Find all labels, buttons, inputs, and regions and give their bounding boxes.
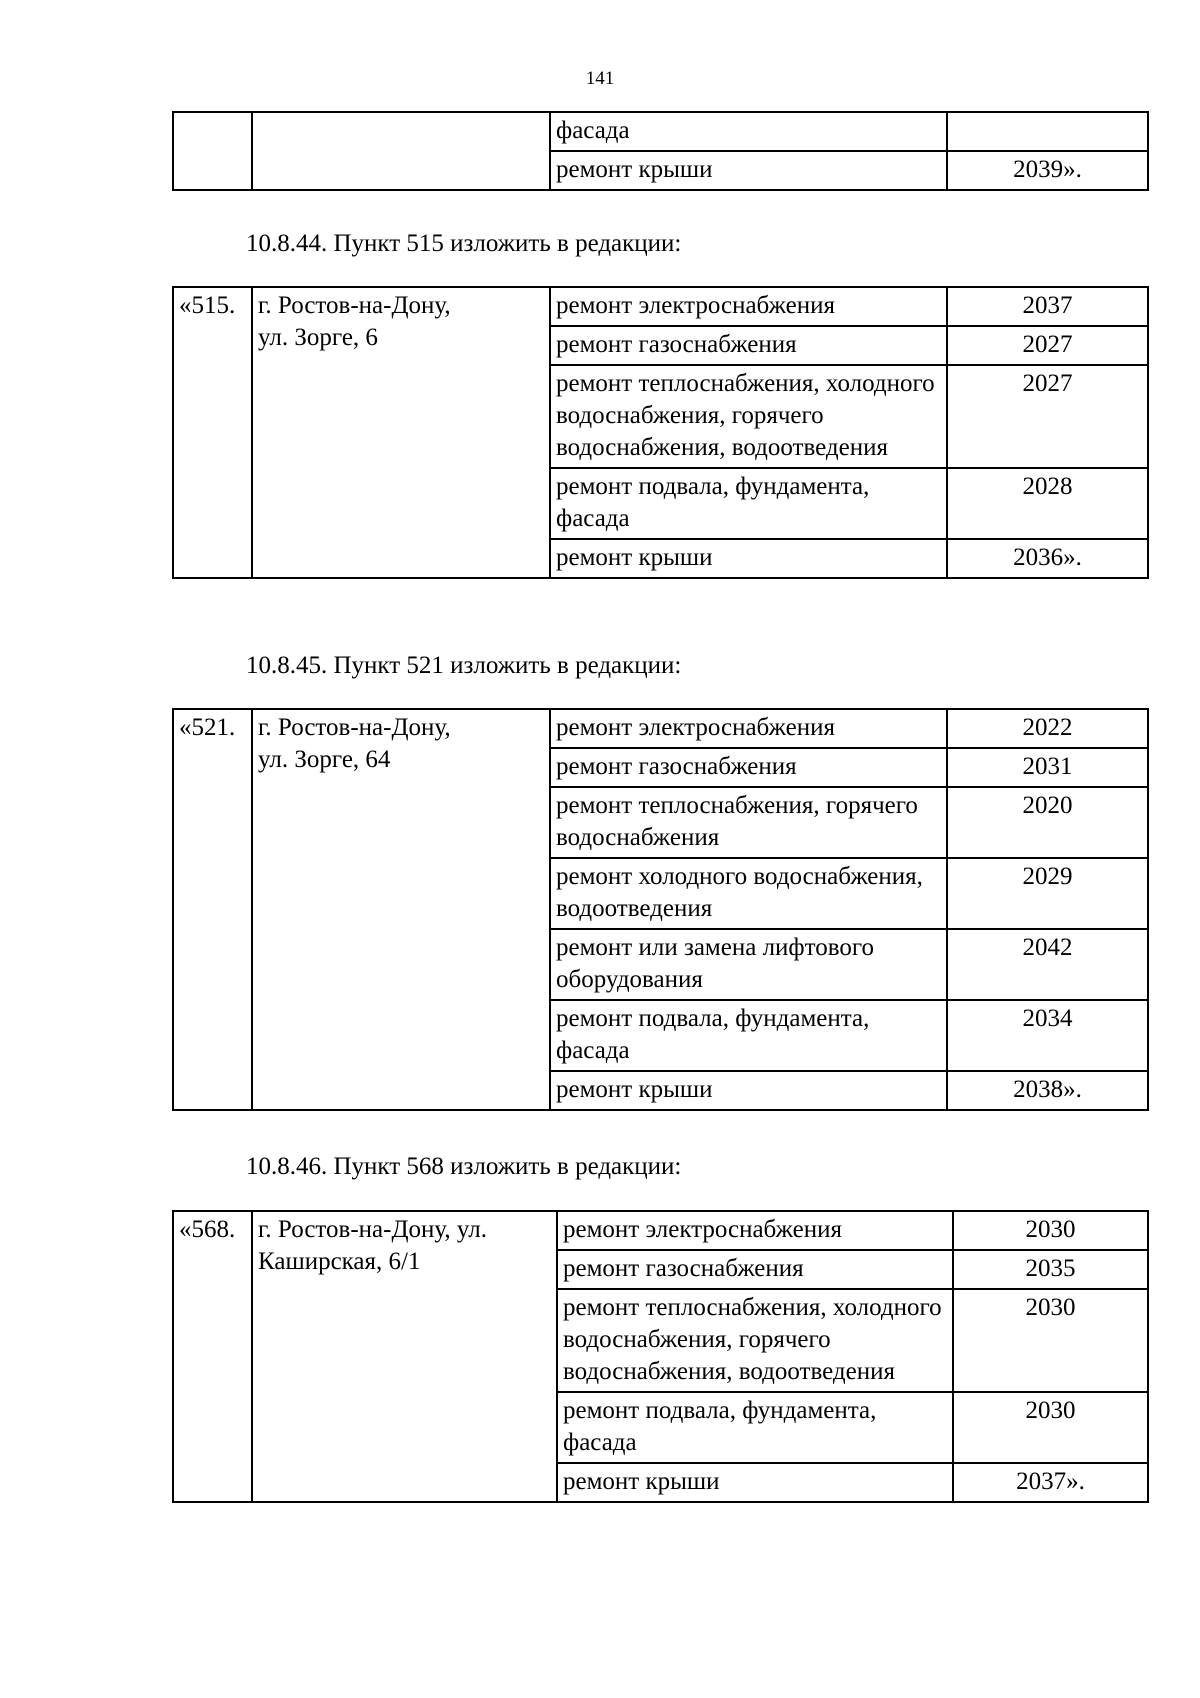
year-cell: 2029 [947, 858, 1148, 929]
work-type-cell: ремонт теплоснабжения, холодного водоснабжения, горячего водоснабжения, водоотведения [557, 1289, 953, 1392]
work-type-cell: ремонт крыши [550, 151, 947, 190]
year-cell: 2039». [947, 151, 1148, 190]
item-number-cell [173, 112, 252, 190]
work-type-cell: ремонт электроснабжения [550, 709, 947, 748]
year-cell: 2028 [947, 468, 1148, 539]
work-type-cell: ремонт газоснабжения [550, 326, 947, 365]
section-heading: 10.8.46. Пункт 568 изложить в редакции: [246, 1153, 682, 1180]
year-cell: 2037 [947, 287, 1148, 326]
year-cell: 2030 [953, 1211, 1148, 1250]
repair-schedule-table [172, 708, 1149, 1111]
year-cell: 2030 [953, 1392, 1148, 1463]
work-type-cell: ремонт электроснабжения [550, 287, 947, 326]
year-cell [947, 112, 1148, 151]
work-type-cell: ремонт теплоснабжения, холодного водоснабжения, горячего водоснабжения, водоотведения [550, 365, 947, 468]
table-row [173, 287, 1148, 326]
address-cell [252, 112, 550, 190]
work-type-cell: ремонт теплоснабжения, горячего водоснабжения [550, 787, 947, 858]
year-cell: 2027 [947, 365, 1148, 468]
page-number: 141 [585, 68, 615, 89]
work-type-cell: ремонт холодного водоснабжения, водоотведения [550, 858, 947, 929]
repair-schedule-table [172, 286, 1149, 579]
repair-schedule-table [172, 1210, 1149, 1503]
year-cell: 2035 [953, 1250, 1148, 1289]
work-type-cell: ремонт крыши [550, 1071, 947, 1110]
work-type-cell: фасада [550, 112, 947, 151]
table-row [173, 1211, 1148, 1250]
item-number-cell: «521. [173, 709, 252, 1110]
section-heading: 10.8.44. Пункт 515 изложить в редакции: [246, 230, 682, 257]
item-number-cell: «568. [173, 1211, 252, 1502]
year-cell: 2037». [953, 1463, 1148, 1502]
work-type-cell: ремонт электроснабжения [557, 1211, 953, 1250]
year-cell: 2042 [947, 929, 1148, 1000]
year-cell: 2027 [947, 326, 1148, 365]
table-row [173, 112, 1148, 151]
year-cell: 2036». [947, 539, 1148, 578]
work-type-cell: ремонт подвала, фундамента, фасада [557, 1392, 953, 1463]
year-cell: 2034 [947, 1000, 1148, 1071]
address-cell: г. Ростов-на-Дону, ул. Зорге, 64 [252, 709, 550, 1110]
work-type-cell: ремонт крыши [557, 1463, 953, 1502]
work-type-cell: ремонт подвала, фундамента, фасада [550, 1000, 947, 1071]
address-cell: г. Ростов-на-Дону, ул. Зорге, 6 [252, 287, 550, 578]
section-heading: 10.8.45. Пункт 521 изложить в редакции: [246, 652, 682, 679]
year-cell: 2030 [953, 1289, 1148, 1392]
work-type-cell: ремонт подвала, фундамента, фасада [550, 468, 947, 539]
work-type-cell: ремонт газоснабжения [550, 748, 947, 787]
year-cell: 2038». [947, 1071, 1148, 1110]
address-cell: г. Ростов-на-Дону, ул. Каширская, 6/1 [252, 1211, 557, 1502]
work-type-cell: ремонт крыши [550, 539, 947, 578]
year-cell: 2022 [947, 709, 1148, 748]
repair-schedule-table [172, 111, 1149, 191]
year-cell: 2020 [947, 787, 1148, 858]
work-type-cell: ремонт газоснабжения [557, 1250, 953, 1289]
work-type-cell: ремонт или замена лифтового оборудования [550, 929, 947, 1000]
year-cell: 2031 [947, 748, 1148, 787]
item-number-cell: «515. [173, 287, 252, 578]
table-row [173, 709, 1148, 748]
